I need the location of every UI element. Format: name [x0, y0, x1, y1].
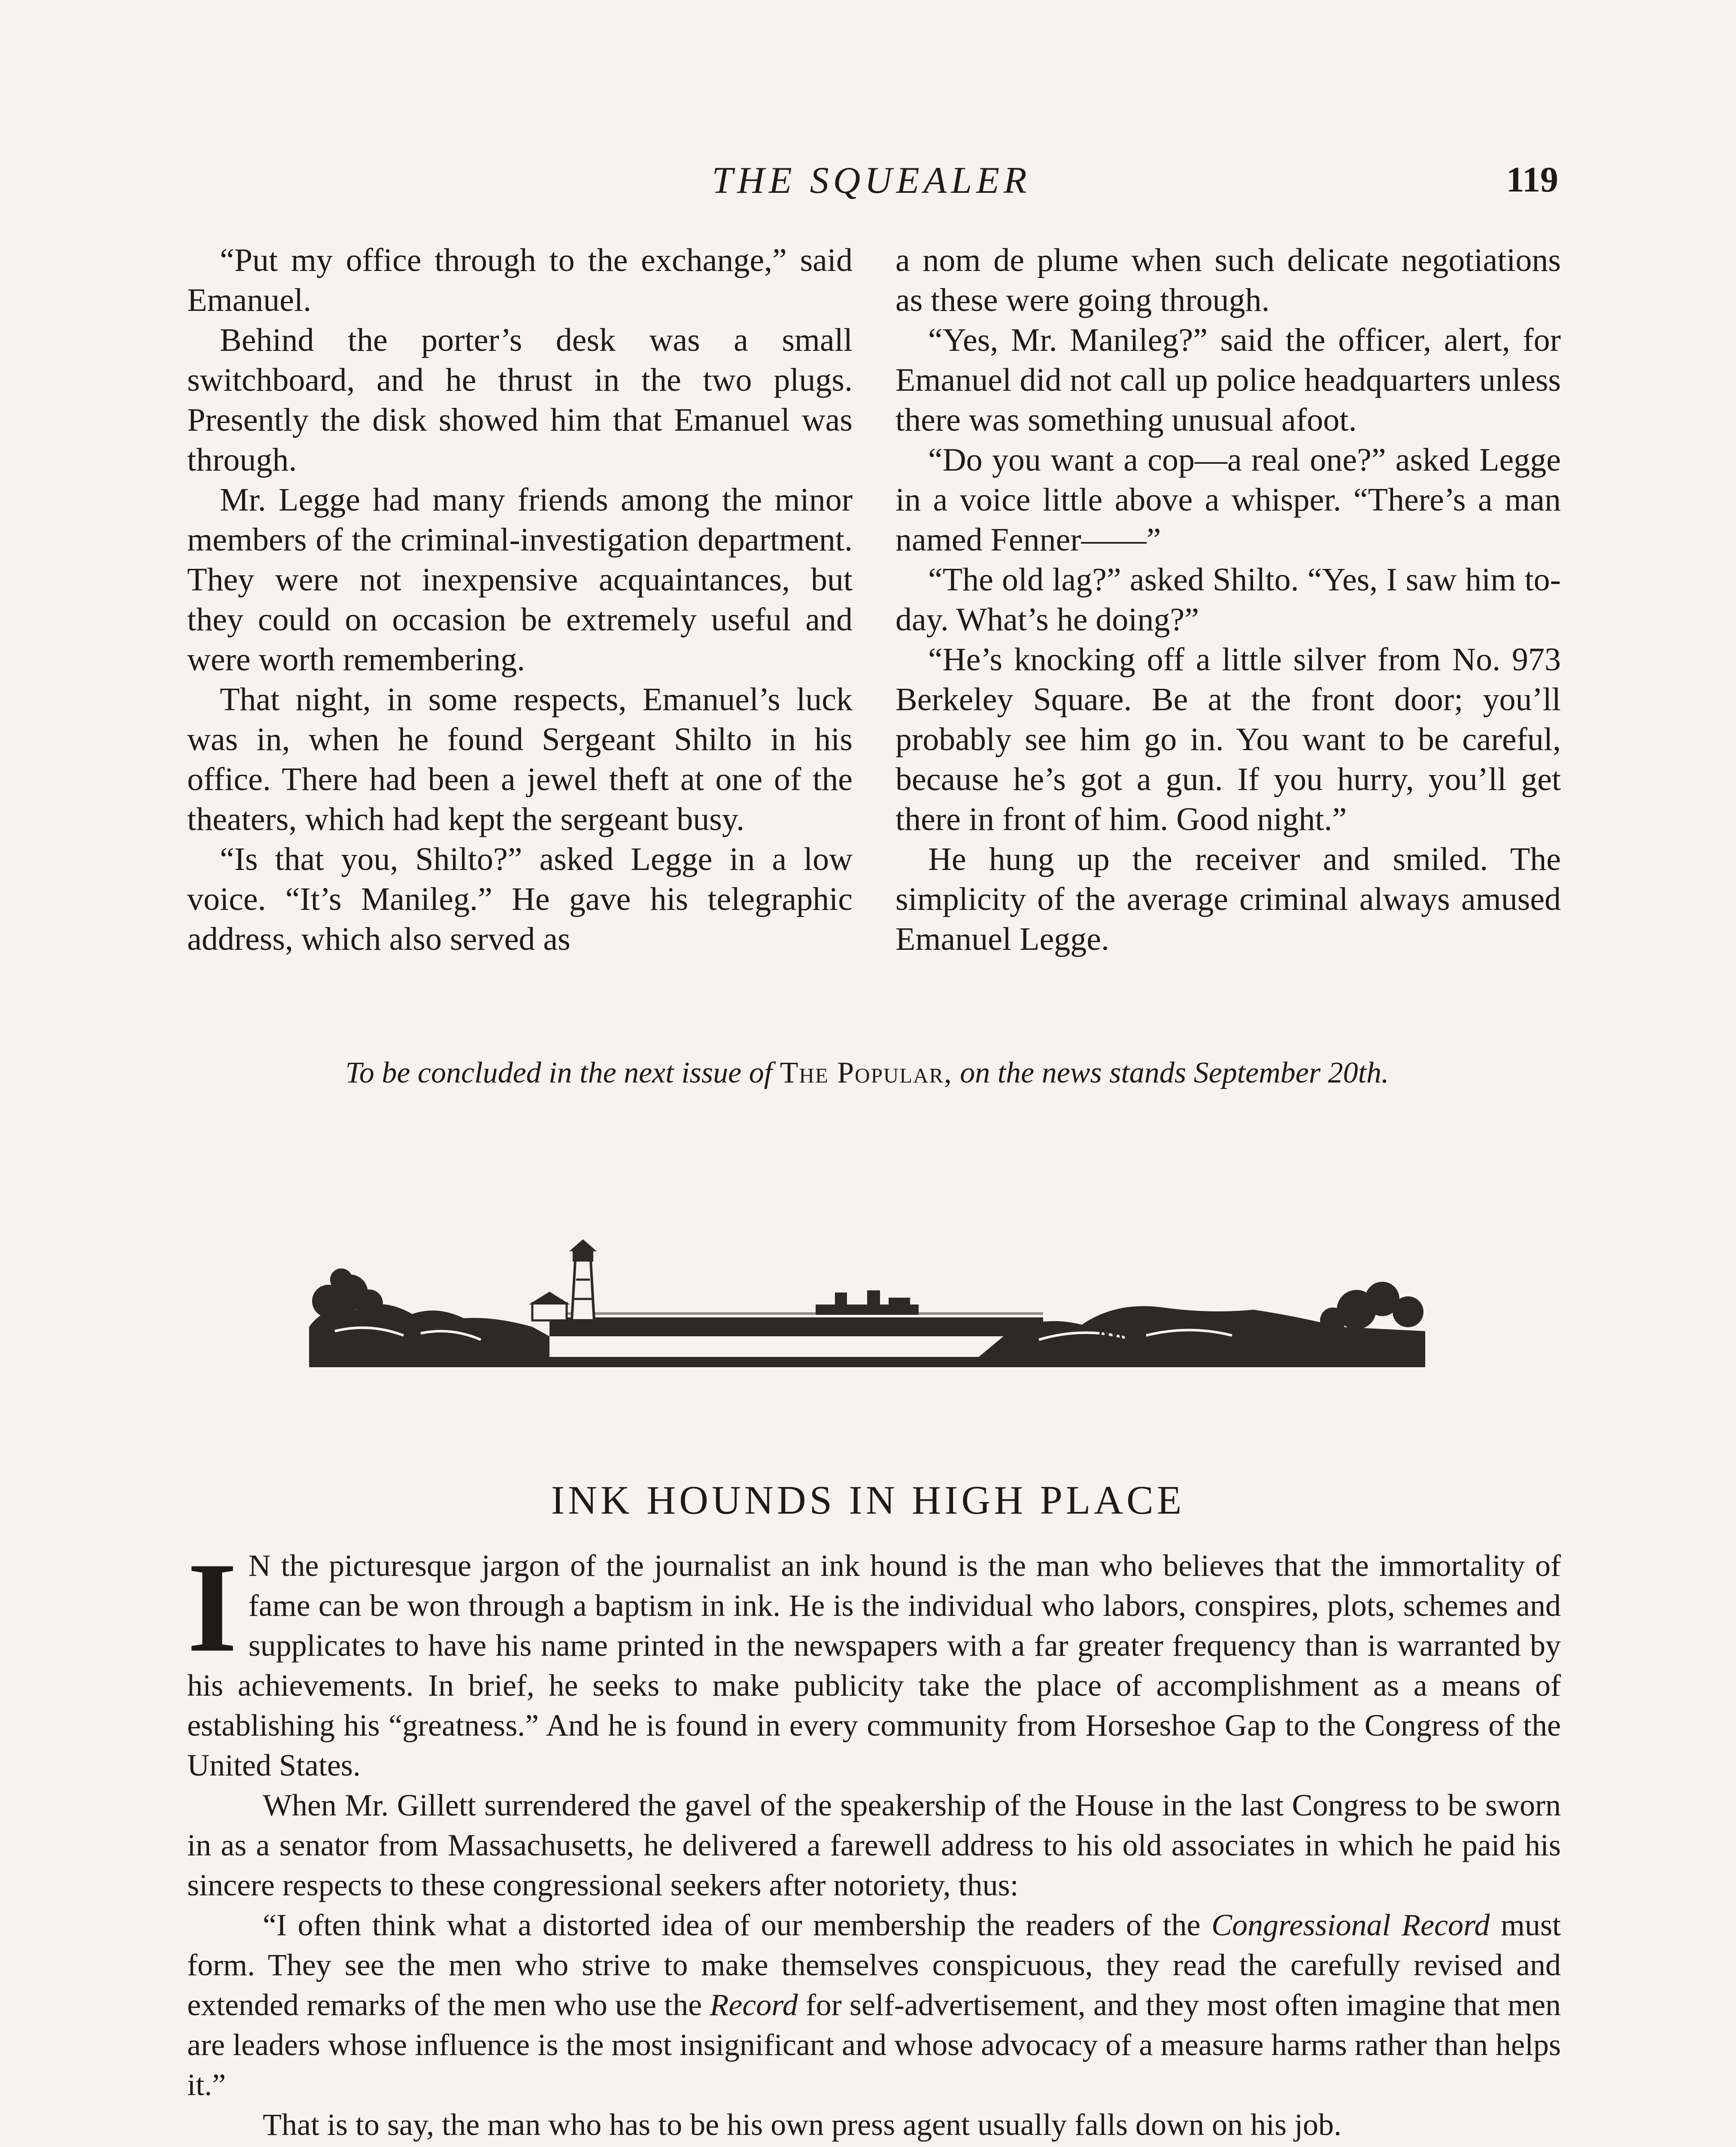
continuation-text: on the news stands September 20th.: [960, 1056, 1389, 1089]
story-paragraph: Behind the porter’s desk was a small switchboard, and he thrust in the two plugs. Presently the disk showed him that Emanuel was through.: [187, 322, 853, 478]
magazine-name: The Popular,: [780, 1056, 953, 1089]
article-paragraph-text: N the picturesque jargon of the journalist an ink hound is the man who believes that the immortality of fame can be won through a baptism in ink. He is the individual who labors, conspires, plots, schemes and supplicates to have his name printed in the newspapers with a far greater frequency than is warranted by his achievements. In brief, he seeks to make publicity take the place of accomplishment as a means of establishing his “greatness.” And he is found in every community from Horseshoe Gap to the Congress of the United States.: [187, 1548, 1561, 1782]
story-paragraph: Mr. Legge had many friends among the minor members of the criminal-investigation department. They were not inexpensive acquaintances, but they could on occasion be extremely useful and were worth remembering.: [187, 482, 853, 678]
story-column-right: [895, 240, 1561, 959]
story-paragraph: “He’s knocking off a little silver from No. 973 Berkeley Square. Be at the front door; you’ll probably see him go in. You want to be careful, because he’s got a gun. If you hurry, you’ll get there in front of him. Good night.”: [895, 642, 1561, 837]
story-paragraph: “Is that you, Shilto?” asked Legge in a low voice. “It’s Manileg.” He gave his telegraphic address, which also served as: [187, 841, 853, 957]
page-number: 119: [1506, 160, 1558, 200]
continuation-notice: [300, 1052, 1434, 1094]
quote-text: must form. They see the men who strive to make themselves conspicuous, they read the carefully revised and extended remarks of the men who use the: [187, 1908, 1561, 2022]
story-paragraph: He hung up the receiver and smiled. The simplicity of the average criminal always amused Emanuel Legge.: [895, 841, 1561, 957]
continuation-text: To be concluded in the next issue of: [345, 1056, 773, 1089]
quote-text: for self-advertisement, and they most often imagine that men are leaders whose influence is the most insignificant and whose advocacy of a measure harms rather than helps it.”: [187, 1988, 1561, 2102]
story-paragraph: “Put my office through to the exchange,” said Emanuel.: [187, 242, 853, 318]
article-paragraph: That is to say, the man who has to be his own press agent usually falls down on his job.: [263, 2107, 1342, 2142]
quote-publication: Congressional Record: [1211, 1908, 1490, 1942]
story-paragraph: “Yes, Mr. Manileg?” said the officer, alert, for Emanuel did not call up police headquarters unless there was something unusual afoot.: [895, 322, 1561, 438]
story-column-left: [187, 240, 853, 959]
article-paragraph: When Mr. Gillett surrendered the gavel of the speakership of the House in the last Congress to be sworn in as a senator from Massachusetts, he delivered a farewell address to his old associates in which he paid his sincere respects to these congressional seekers after notoriety, thus:: [187, 1788, 1561, 1902]
running-title: THE SQUEALER: [712, 160, 1031, 201]
article-quote: [187, 1905, 1561, 2105]
article-title: INK HOUNDS IN HIGH PLACE: [551, 1478, 1185, 1523]
article-first-paragraph: [187, 1536, 1561, 1785]
article-body: [187, 1536, 1561, 2145]
story-paragraph: “The old lag?” asked Shilto. “Yes, I saw him to-day. What’s he doing?”: [895, 562, 1561, 638]
quote-publication: Record: [710, 1988, 798, 2022]
story-paragraph-continuation: a nom de plume when such delicate negotiations as these were going through.: [895, 242, 1561, 318]
lighthouse-vignette-illustration: [309, 1228, 1425, 1370]
drop-cap: I: [187, 1536, 237, 1679]
quote-text: “I often think what a distorted idea of our membership the readers of the: [263, 1908, 1201, 1942]
running-header: [185, 159, 1558, 210]
story-paragraph: That night, in some respects, Emanuel’s luck was in, when he found Sergeant Shilto in his office. There had been a jewel theft at one of the theaters, which had kept the sergeant busy.: [187, 681, 853, 837]
story-paragraph: “Do you want a cop—a real one?” asked Legge in a voice little above a whisper. “There’s a man named Fenner——”: [895, 442, 1561, 558]
